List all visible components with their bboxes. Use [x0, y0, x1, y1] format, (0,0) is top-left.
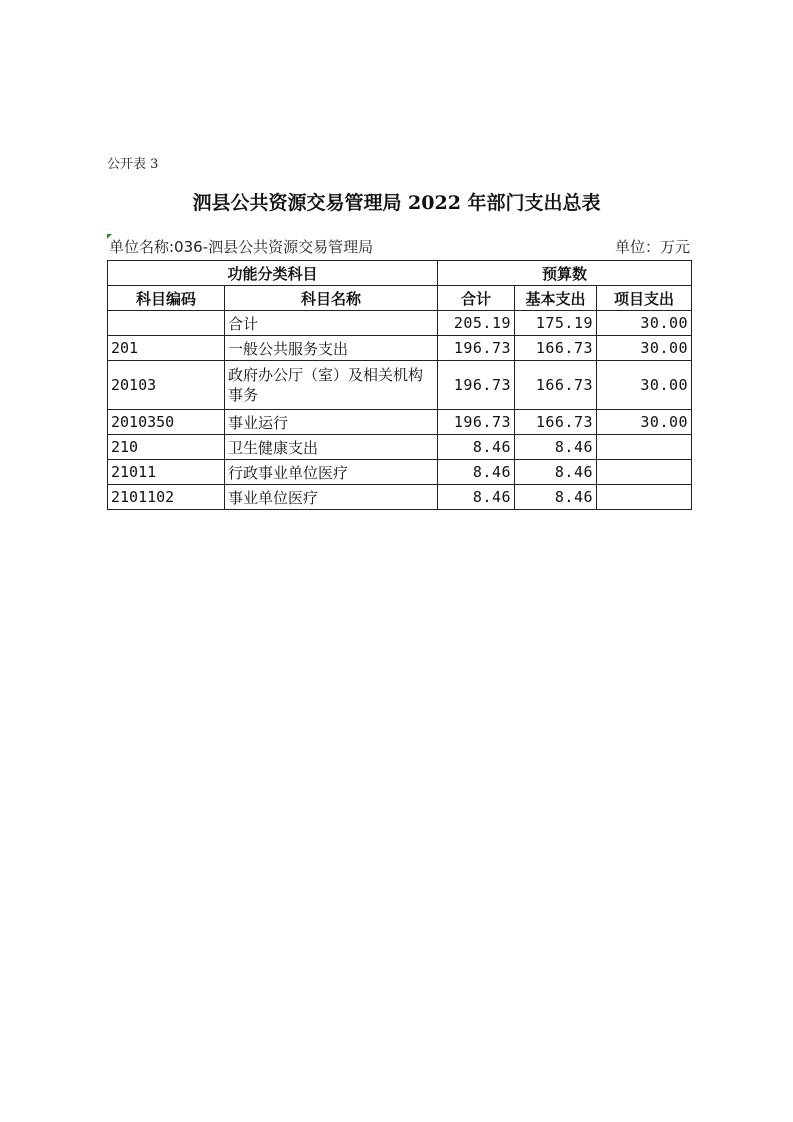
cell-code: 20103 — [108, 361, 225, 410]
header-basic: 基本支出 — [515, 286, 597, 311]
table-row — [108, 435, 692, 460]
table-row — [108, 311, 692, 336]
header-column-row — [108, 286, 692, 311]
cell-total: 205.19 — [438, 311, 515, 336]
table-row — [108, 361, 692, 410]
cell-name: 卫生健康支出 — [225, 435, 438, 460]
cell-name: 行政事业单位医疗 — [225, 460, 438, 485]
cell-code: 201 — [108, 336, 225, 361]
expenditure-table — [107, 260, 692, 510]
cell-name: 事业运行 — [225, 410, 438, 435]
cell-project: 30.00 — [597, 311, 692, 336]
cell-basic: 175.19 — [515, 311, 597, 336]
header-group-row — [108, 261, 692, 286]
cell-basic: 166.73 — [515, 361, 597, 410]
organization-name: 单位名称:036-泗县公共资源交易管理局 — [109, 238, 374, 256]
table-row — [108, 460, 692, 485]
cell-project: 30.00 — [597, 361, 692, 410]
cell-basic: 166.73 — [515, 336, 597, 361]
table-label: 公开表 3 — [107, 157, 159, 172]
header-project: 项目支出 — [597, 286, 692, 311]
cell-total: 8.46 — [438, 485, 515, 510]
cell-name: 事业单位医疗 — [225, 485, 438, 510]
cell-project: 30.00 — [597, 336, 692, 361]
cell-name: 一般公共服务支出 — [225, 336, 438, 361]
cell-name: 合计 — [225, 311, 438, 336]
table-row — [108, 485, 692, 510]
cell-total: 196.73 — [438, 410, 515, 435]
header-function-category: 功能分类科目 — [108, 261, 438, 286]
cell-project: 30.00 — [597, 410, 692, 435]
cell-total: 196.73 — [438, 361, 515, 410]
cell-code: 21011 — [108, 460, 225, 485]
cell-code: 2010350 — [108, 410, 225, 435]
table-row — [108, 410, 692, 435]
header-code: 科目编码 — [108, 286, 225, 311]
cell-project — [597, 485, 692, 510]
cell-code: 2101102 — [108, 485, 225, 510]
currency-unit: 单位：万元 — [614, 238, 690, 256]
table-row — [108, 336, 692, 361]
cell-basic: 8.46 — [515, 435, 597, 460]
cell-code — [108, 311, 225, 336]
cell-project — [597, 435, 692, 460]
cell-total: 196.73 — [438, 336, 515, 361]
cell-name: 政府办公厅（室）及相关机构事务 — [225, 361, 438, 410]
cell-code: 210 — [108, 435, 225, 460]
cell-basic: 166.73 — [515, 410, 597, 435]
cell-basic: 8.46 — [515, 485, 597, 510]
header-budget: 预算数 — [438, 261, 692, 286]
cell-project — [597, 460, 692, 485]
cell-total: 8.46 — [438, 435, 515, 460]
unit-row — [107, 236, 690, 256]
cell-basic: 8.46 — [515, 460, 597, 485]
cell-total: 8.46 — [438, 460, 515, 485]
header-total: 合计 — [438, 286, 515, 311]
header-name: 科目名称 — [225, 286, 438, 311]
page-title: 泗县公共资源交易管理局 2022 年部门支出总表 — [192, 192, 601, 214]
